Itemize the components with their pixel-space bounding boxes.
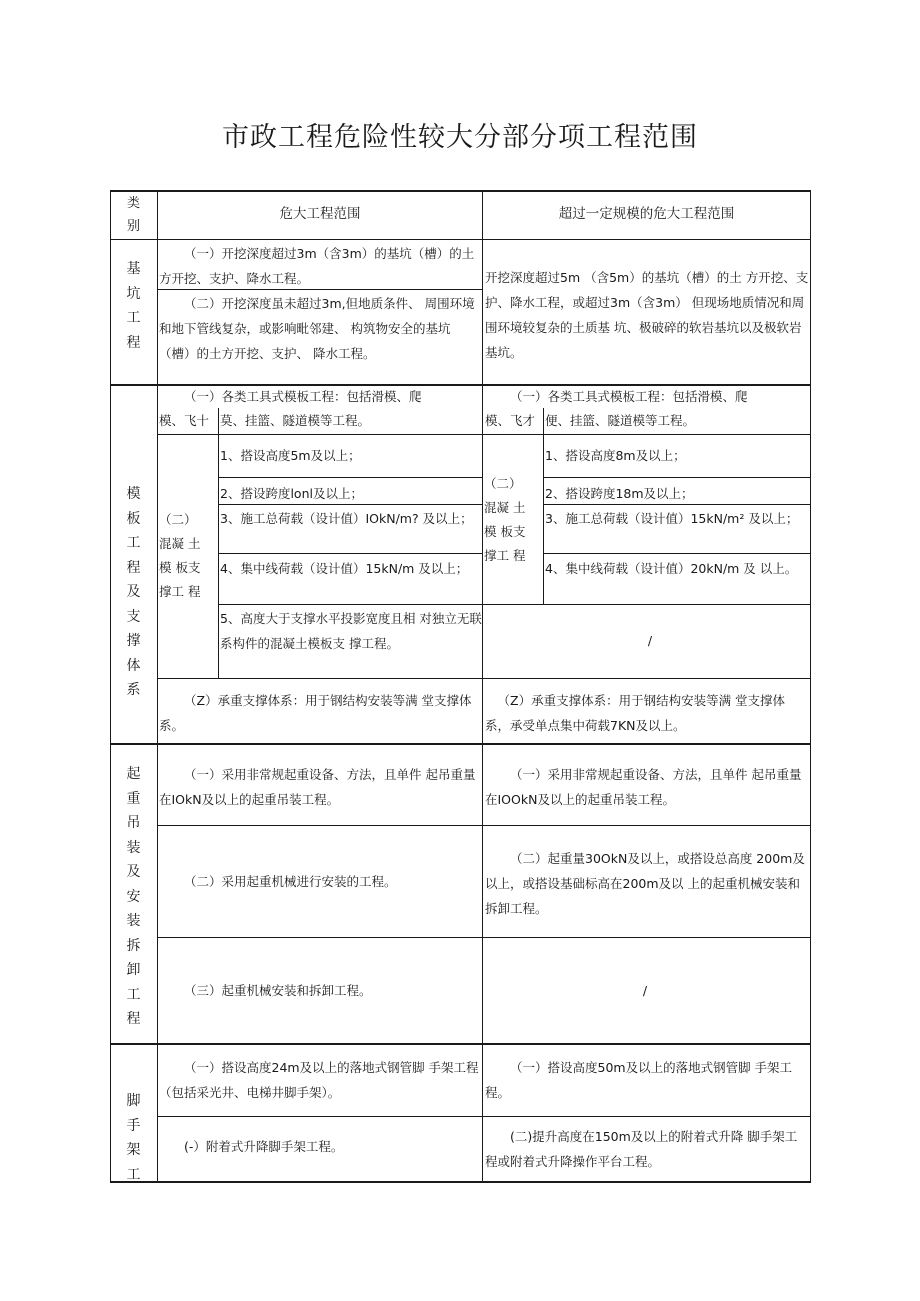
formwork-left-item-3: 3、施工总荷载（设计值）IOkN/m? 及以上； xyxy=(220,511,473,526)
category-scaffold: 脚 手 架 工 xyxy=(126,1093,141,1183)
scaffold-left-1: （一）搭设高度24m及以上的落地式钢管脚 手架工程（包括采光井、电梯井脚手架）。 xyxy=(159,1060,479,1100)
scaffold-right-2: (二)提升高度在150m及以上的附着式升降 脚手架工程或附着式升降操作平台工程。 xyxy=(485,1129,798,1169)
formwork-right-tool-line1: （一）各类工具式模板工程：包括滑模、爬 xyxy=(510,389,748,404)
formwork-left-concrete-label: （二） 混凝 土 模 板支 撑工 程 xyxy=(159,512,201,599)
item-divider xyxy=(483,604,811,605)
formwork-right-bearing: （Z）承重支撑体系：用于钢结构安装等满 堂支撑体系，承受单点集中荷载7KN及以上。 xyxy=(485,693,786,733)
category-lifting: 起 重 吊 装 及 安 装 拆 卸 工 程 xyxy=(126,766,141,1027)
formwork-right-tool-line2a: 模、飞才 xyxy=(485,413,536,428)
formwork-left-tool-line1: （一）各类工具式模板工程：包括滑模、爬 xyxy=(184,389,422,404)
cell-divider xyxy=(218,408,219,434)
formwork-right-item-2: 2、搭设跨度18m及以上； xyxy=(545,486,694,501)
header-divider xyxy=(110,239,811,240)
lifting-right-1: （一）采用非常规起重设备、方法，且单件 起吊重量在IOOkN及以上的起重吊装工程。 xyxy=(485,767,802,807)
lifting-left-1: （一）采用非常规起重设备、方法，且单件 起吊重量在IOkN及以上的起重吊装工程。 xyxy=(159,767,476,807)
formwork-left-tool-line2b: 莫、挂篮、隧道模等工程。 xyxy=(220,413,371,428)
section-divider xyxy=(110,743,811,745)
item-divider xyxy=(218,553,483,554)
formwork-right-concrete-label: （二） 混凝 土 模 板支 撑工 程 xyxy=(484,476,526,563)
formwork-right-item-1: 1、搭设高度8m及以上； xyxy=(545,448,686,463)
foundation-right: 开挖深度超过5m （含5m）的基坑（槽）的土 方开挖、支护、降水工程，或超过3m（含3m） 但现场地质情况和周围环境较复杂的土质基 坑、极破碎的软岩基坑以及极软岩基坑。 xyxy=(485,270,809,360)
row-divider xyxy=(157,678,811,679)
category-formwork: 模 板 工 程 及 支 撑 体 系 xyxy=(126,486,141,698)
formwork-left-tool-line2a: 模、飞十 xyxy=(159,413,210,428)
item-divider xyxy=(543,553,811,554)
item-divider xyxy=(218,604,483,605)
section-divider xyxy=(110,1043,811,1045)
item-divider xyxy=(218,477,483,478)
foundation-left-1: （一）开挖深度超过3m（含3m）的基坑（槽）的土方开挖、支护、降水工程。 xyxy=(159,246,475,286)
row-divider xyxy=(157,434,811,435)
formwork-left-item-1: 1、搭设高度5m及以上； xyxy=(220,448,361,463)
row-divider xyxy=(157,1116,811,1117)
foundation-left-2: （二）开挖深度虽未超过3m,但地质条件、 周围环境和地下管线复杂，或影响毗邻建、 构筑物安全的基坑（槽）的土方开挖、支护、 降水工程。 xyxy=(159,296,475,361)
lifting-right-3-empty: / xyxy=(642,983,648,998)
lifting-left-2: （二）采用起重机械进行安装的工程。 xyxy=(184,874,397,889)
lifting-left-3: （三）起重机械安装和拆卸工程。 xyxy=(184,983,372,998)
table-top-border xyxy=(110,190,811,192)
main-column-divider xyxy=(482,190,483,1182)
table-right-border xyxy=(810,190,811,1182)
formwork-right-tool-line2b: 便、挂篮、隧道模等工程。 xyxy=(545,413,696,428)
lifting-right-2: （二）起重量30OkN及以上，或搭设总高度 200m及以上，或搭设基础标高在200m及以 上的起重机械安装和拆卸工程。 xyxy=(485,851,805,916)
page-title: 市政工程危险性较大分部分项工程范围 xyxy=(222,122,698,153)
formwork-left-item-4: 4、集中线荷载（设计值）15kN∕m 及以上； xyxy=(220,561,469,576)
concrete-label-divider-left xyxy=(218,434,219,678)
table-bottom-border xyxy=(110,1181,811,1183)
formwork-right-item-3: 3、施工总荷载（设计值）15kN∕m² 及以上； xyxy=(545,511,799,526)
scaffold-right-1: （一）搭设高度50m及以上的落地式钢管脚 手架工程。 xyxy=(485,1060,793,1100)
formwork-right-item-5-empty: / xyxy=(647,633,653,648)
row-divider xyxy=(157,937,811,938)
concrete-label-divider-right xyxy=(543,434,544,604)
category-foundation-pit: 基 坑 工 程 xyxy=(126,261,141,351)
formwork-left-item-2: 2、搭设跨度lonl及以上； xyxy=(220,486,363,501)
scaffold-left-2: (-）附着式升降脚手架工程。 xyxy=(184,1139,344,1154)
cell-divider xyxy=(543,408,544,434)
header-large-scope: 超过一定规模的危大工程范围 xyxy=(558,206,735,222)
header-category: 类 别 xyxy=(126,196,140,234)
row-divider xyxy=(157,825,811,826)
header-scope: 危大工程范围 xyxy=(279,206,361,222)
formwork-left-bearing: （Z）承重支撑体系：用于钢结构安装等满 堂支撑体系。 xyxy=(159,693,472,733)
formwork-left-item-5: 5、高度大于支撑水平投影宽度且相 对独立无联系构件的混凝土模板支 撑工程。 xyxy=(220,611,482,651)
item-divider xyxy=(543,477,811,478)
category-column-divider xyxy=(157,190,158,1182)
formwork-right-item-4: 4、集中线荷载（设计值）20kN∕m 及 以上。 xyxy=(545,561,798,576)
